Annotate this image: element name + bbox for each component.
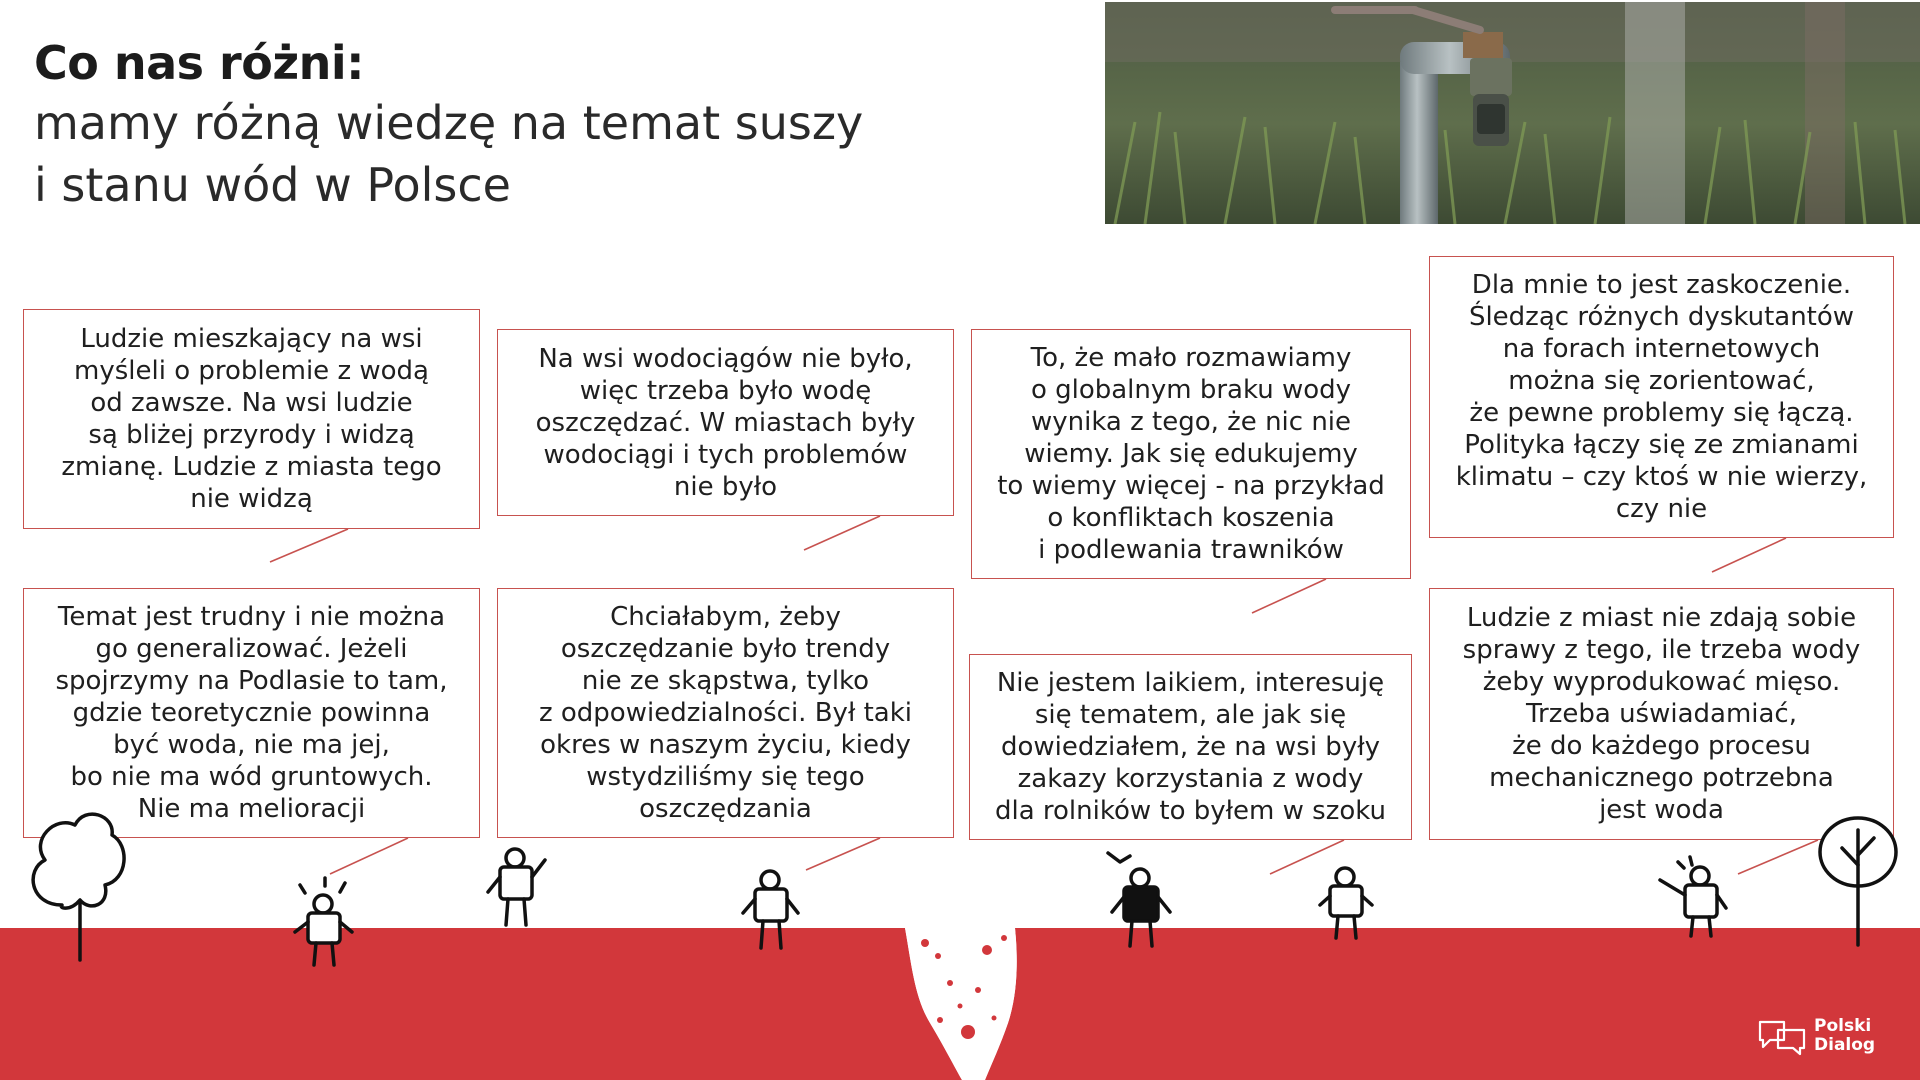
red-ground bbox=[0, 928, 1920, 1080]
quote-bubble-6: Chciałabym, żeby oszczędzanie było trendy nie ze skąpstwa, tylko z odpowiedzialności. Był taki okres w naszym życiu, kiedy wstydziliśmy się tego oszczędzania bbox=[497, 588, 954, 838]
quote-bubble-3: To, że mało rozmawiamy o globalnym braku wody wynika z tego, że nic nie wiemy. Jak się edukujemy to wiemy więcej - na przykład o konfliktach koszenia i podlewania trawników bbox=[971, 329, 1411, 579]
page-title: Co nas różni: bbox=[34, 36, 365, 90]
quote-bubble-2: Na wsi wodociągów nie było, więc trzeba było wodę oszczędzać. W miastach były wodociągi i tych problemów nie było bbox=[497, 329, 954, 516]
speech-bubbles-icon bbox=[1756, 1016, 1808, 1056]
quote-bubble-8: Ludzie z miast nie zdają sobie sprawy z tego, ile trzeba wody żeby wyprodukować mięso. Trzeba uświadamiać, że do każdego procesu mechanicznego potrzebna jest woda bbox=[1429, 588, 1894, 840]
polski-dialog-logo bbox=[1756, 1016, 1875, 1056]
logo-text: Polski Dialog bbox=[1814, 1016, 1876, 1055]
quote-bubble-4: Dla mnie to jest zaskoczenie. Śledząc różnych dyskutantów na forach internetowych można się zorientować, że pewne problemy się łączą. Polityka łączy się ze zmianami klimatu – czy ktoś w nie wierzy, czy nie bbox=[1429, 256, 1894, 538]
quote-bubble-5: Temat jest trudny i nie można go generalizować. Jeżeli spojrzymy na Podlasie to tam, gdzie teoretycznie powinna być woda, nie ma jej, bo nie ma wód gruntowych. Nie ma melioracji bbox=[23, 588, 480, 838]
quote-bubble-1: Ludzie mieszkający na wsi myśleli o problemie z wodą od zawsze. Na wsi ludzie są bliżej przyrody i widzą zmianę. Ludzie z miasta tego nie widzą bbox=[23, 309, 480, 529]
quote-bubble-7: Nie jestem laikiem, interesuję się tematem, ale jak się dowiedziałem, że na wsi były zakazy korzystania z wody dla rolników to byłem w szoku bbox=[969, 654, 1412, 840]
page-subtitle: mamy różną wiedzę na temat suszy i stanu wód w Polsce bbox=[34, 96, 864, 212]
